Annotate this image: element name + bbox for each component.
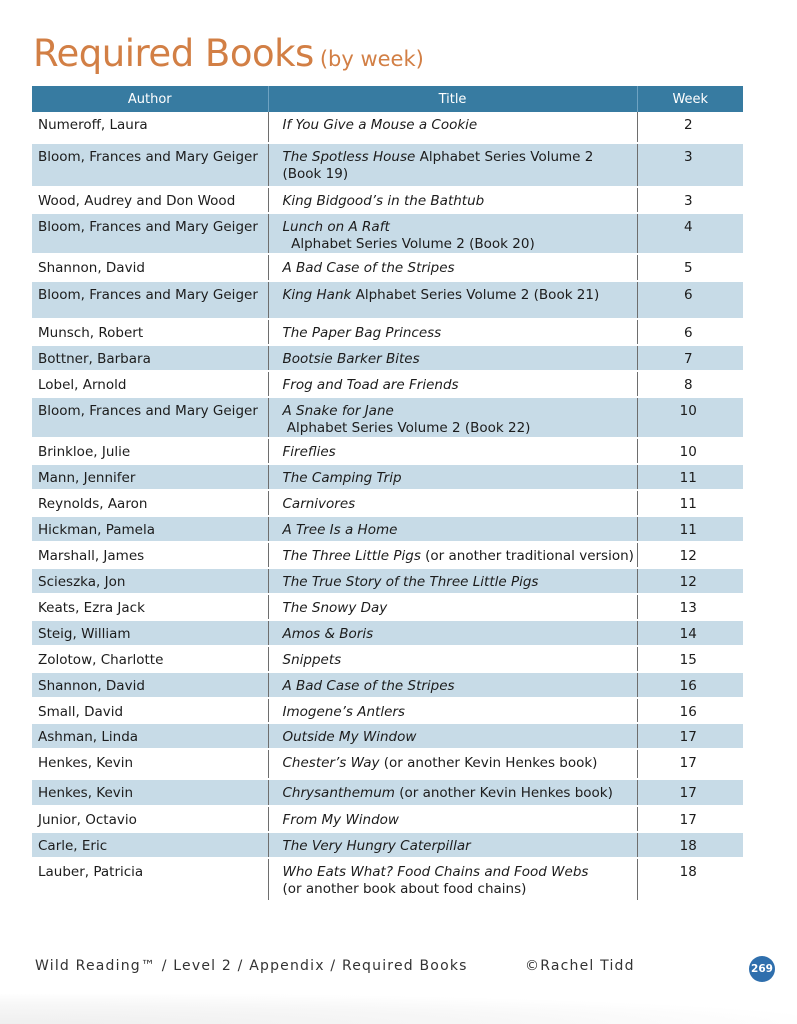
column-header-title: Title <box>268 86 637 112</box>
book-title-italic: From My Window <box>282 812 399 828</box>
table-row <box>32 779 743 806</box>
cell-week: 3 <box>637 143 743 187</box>
cell-author: Bloom, Frances and Mary Geiger <box>32 143 268 187</box>
cell-author: Shannon, David <box>32 254 268 281</box>
cell-title <box>268 858 637 901</box>
cell-title <box>268 779 637 806</box>
table-row <box>32 213 743 254</box>
book-title-italic: The Very Hungry Caterpillar <box>282 838 471 854</box>
book-title-italic: A Snake for Jane <box>282 403 394 419</box>
book-title-italic: Imogene’s Antlers <box>282 704 405 720</box>
cell-title <box>268 345 637 371</box>
book-title-italic: Fireflies <box>282 444 336 460</box>
cell-week: 16 <box>679 704 697 720</box>
cell-title <box>268 254 637 281</box>
cell-title <box>268 723 637 749</box>
page-number-badge: 269 <box>749 956 775 982</box>
book-title-italic: The True Story of the Three Little Pigs <box>282 574 539 590</box>
cell-week: 4 <box>637 213 743 254</box>
cell-title <box>268 490 637 516</box>
cell-title <box>268 281 637 319</box>
book-title-italic: If You Give a Mouse a Cookie <box>282 117 478 133</box>
table-row <box>32 371 743 397</box>
cell-author: Bloom, Frances and Mary Geiger <box>32 281 268 319</box>
cell-title <box>268 749 637 779</box>
cell-week: 3 <box>683 193 693 209</box>
cell-week: 6 <box>683 325 693 341</box>
cell-week: 11 <box>637 464 743 490</box>
cell-author: Zolotow, Charlotte <box>32 646 268 672</box>
table-row <box>32 281 743 319</box>
book-title-italic: Amos & Boris <box>282 626 374 642</box>
book-title-italic: Lunch on A Raft <box>282 219 390 235</box>
cell-title <box>268 371 637 397</box>
book-title-second-line: (Book 19) <box>282 166 349 182</box>
cell-author: Brinkloe, Julie <box>32 438 268 464</box>
cell-week: 12 <box>637 568 743 594</box>
book-title-italic: Frog and Toad are Friends <box>282 377 459 393</box>
table-row <box>32 620 743 646</box>
cell-week: 7 <box>637 345 743 371</box>
cell-author: Shannon, David <box>32 672 268 698</box>
book-title-note: Alphabet Series Volume 2 (Book 21) <box>351 287 600 303</box>
book-title-italic: The Camping Trip <box>282 470 402 486</box>
required-books-table <box>32 86 743 902</box>
cell-title <box>268 319 637 345</box>
cell-week: 18 <box>637 832 743 858</box>
cell-title <box>268 806 637 832</box>
book-title-italic: Chester’s Way <box>282 755 380 771</box>
table-row <box>32 112 743 143</box>
cell-week: 11 <box>637 516 743 542</box>
cell-week: 17 <box>679 755 697 771</box>
table-row <box>32 646 743 672</box>
cell-week: 10 <box>679 444 697 460</box>
book-title-italic: The Paper Bag Princess <box>282 325 442 341</box>
cell-author: Lobel, Arnold <box>32 371 268 397</box>
table-row <box>32 438 743 464</box>
book-title-note: Alphabet Series Volume 2 (Book 22) <box>282 420 531 436</box>
book-title-italic: Outside My Window <box>282 729 417 745</box>
cell-title <box>268 516 637 542</box>
cell-title <box>268 620 637 646</box>
cell-author: Henkes, Kevin <box>32 749 268 779</box>
cell-week: 17 <box>637 779 743 806</box>
book-title-italic: Snippets <box>282 652 342 668</box>
cell-week: 18 <box>679 864 697 880</box>
cell-title <box>268 438 637 464</box>
cell-title <box>268 594 637 620</box>
cell-author: Munsch, Robert <box>32 319 268 345</box>
cell-author: Ashman, Linda <box>32 723 268 749</box>
table-row <box>32 806 743 832</box>
cell-title <box>268 112 637 143</box>
cell-week: 13 <box>679 600 697 616</box>
book-title-italic: Bootsie Barker Bites <box>282 351 420 367</box>
book-title-italic: A Tree Is a Home <box>282 522 398 538</box>
cell-week: 16 <box>637 672 743 698</box>
table-row <box>32 516 743 542</box>
table-header-row <box>32 86 743 112</box>
book-title-italic: King Hank <box>282 287 352 303</box>
table-row <box>32 698 743 723</box>
cell-title <box>268 464 637 490</box>
cell-week: 6 <box>637 281 743 319</box>
cell-title <box>268 568 637 594</box>
column-header-author: Author <box>32 86 268 112</box>
book-title-italic: A Bad Case of the Stripes <box>282 678 455 694</box>
cell-week: 10 <box>637 397 743 438</box>
cell-week: 17 <box>679 812 697 828</box>
cell-title <box>268 213 637 254</box>
cell-title <box>268 143 637 187</box>
table-row <box>32 568 743 594</box>
table-row <box>32 187 743 213</box>
cell-author: Junior, Octavio <box>32 806 268 832</box>
book-title-note: Alphabet Series Volume 2 (Book 20) <box>282 236 535 252</box>
cell-author: Marshall, James <box>32 542 268 568</box>
cell-author: Bottner, Barbara <box>32 345 268 371</box>
cell-author: Small, David <box>32 698 268 723</box>
cell-author: Mann, Jennifer <box>32 464 268 490</box>
cell-title <box>268 187 637 213</box>
book-title-italic: A Bad Case of the Stripes <box>282 260 455 276</box>
book-title-second-line: (or another book about food chains) <box>282 881 527 897</box>
book-title-italic: King Bidgood’s in the Bathtub <box>282 193 485 209</box>
table-row <box>32 254 743 281</box>
cell-author: Lauber, Patricia <box>32 858 268 901</box>
book-title-italic: The Snowy Day <box>282 600 388 616</box>
footer-breadcrumb: Wild Reading™ / Level 2 / Appendix / Required Books <box>35 958 468 974</box>
cell-title <box>268 672 637 698</box>
cell-week: 2 <box>683 117 693 133</box>
table-row <box>32 672 743 698</box>
cell-author: Bloom, Frances and Mary Geiger <box>32 213 268 254</box>
cell-title <box>268 397 637 438</box>
table-row <box>32 723 743 749</box>
cell-title <box>268 698 637 723</box>
page-bottom-shade <box>0 994 797 1024</box>
footer-copyright: ©Rachel Tidd <box>525 958 635 974</box>
cell-week: 14 <box>637 620 743 646</box>
cell-week: 11 <box>679 496 697 512</box>
table-row <box>32 143 743 187</box>
cell-week: 17 <box>637 723 743 749</box>
cell-author: Henkes, Kevin <box>32 779 268 806</box>
cell-author: Hickman, Pamela <box>32 516 268 542</box>
cell-author: Wood, Audrey and Don Wood <box>32 187 268 213</box>
table-row <box>32 490 743 516</box>
table-row <box>32 594 743 620</box>
table-row <box>32 345 743 371</box>
book-title-italic: The Three Little Pigs <box>282 548 421 564</box>
book-title-note: Alphabet Series Volume 2 <box>415 149 594 165</box>
book-title-italic: Chrysanthemum <box>282 785 395 801</box>
book-title-italic: Carnivores <box>282 496 356 512</box>
table-row <box>32 319 743 345</box>
cell-week: 12 <box>679 548 697 564</box>
page-title-main: Required Books <box>33 32 314 75</box>
table-row <box>32 542 743 568</box>
cell-author: Steig, William <box>32 620 268 646</box>
book-title-note: (or another traditional version) <box>420 548 634 564</box>
book-title-note: (or another Kevin Henkes book) <box>379 755 598 771</box>
cell-week: 5 <box>683 260 693 276</box>
cell-author: Carle, Eric <box>32 832 268 858</box>
book-title-italic: The Spotless House <box>282 149 416 165</box>
cell-author: Reynolds, Aaron <box>32 490 268 516</box>
book-title-note: (or another Kevin Henkes book) <box>394 785 613 801</box>
cell-week: 15 <box>679 652 697 668</box>
page-title-subtitle: (by week) <box>319 47 424 71</box>
book-title-italic: Who Eats What? Food Chains and Food Webs <box>282 864 589 880</box>
cell-author: Keats, Ezra Jack <box>32 594 268 620</box>
cell-title <box>268 542 637 568</box>
cell-title <box>268 646 637 672</box>
cell-author: Scieszka, Jon <box>32 568 268 594</box>
table-row <box>32 397 743 438</box>
cell-week: 8 <box>683 377 693 393</box>
table-row <box>32 464 743 490</box>
table-row <box>32 832 743 858</box>
table-row <box>32 858 743 901</box>
cell-author: Bloom, Frances and Mary Geiger <box>32 397 268 438</box>
column-header-week: Week <box>637 86 743 112</box>
cell-title <box>268 832 637 858</box>
cell-author: Numeroff, Laura <box>32 112 268 143</box>
page-title <box>33 32 424 75</box>
table-row <box>32 749 743 779</box>
